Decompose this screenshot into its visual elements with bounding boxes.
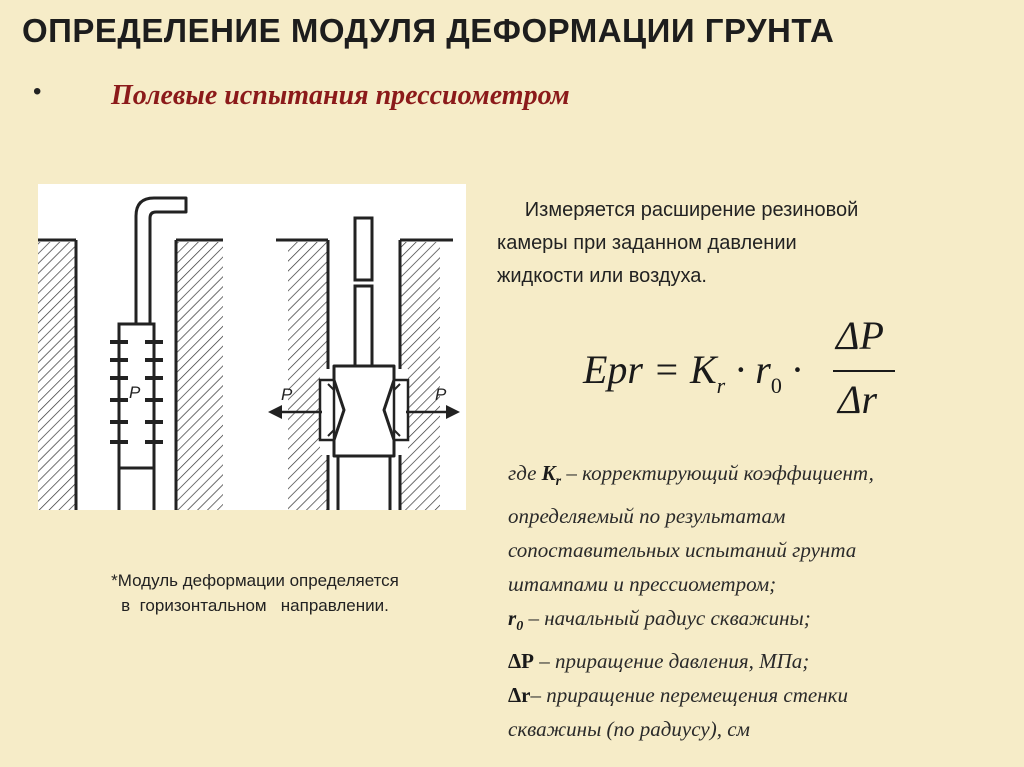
description-line-3: жидкости или воздуха. (497, 265, 707, 287)
probe-chamber-left (110, 324, 163, 510)
pressuremeter-diagram (38, 184, 466, 510)
symbol-kr (541, 461, 562, 490)
footnote (40, 568, 470, 618)
formula-sub-r: r (716, 373, 726, 398)
symbol-dr: Δr (508, 683, 531, 708)
variable-definitions (508, 456, 1008, 746)
definition-dr-text: – приращение перемещения стенки (530, 683, 848, 708)
bullet-marker: • (33, 78, 42, 105)
symbol-dp: ΔP (508, 649, 534, 674)
formula-denominator: Δr (838, 377, 878, 422)
symbol-r-sub: 0 (516, 619, 524, 635)
formula-dot: · (781, 347, 802, 392)
probe-rod-right (355, 218, 372, 366)
slide-subtitle: Полевые испытания прессиометром (111, 80, 570, 111)
definition-line-last: скважины (по радиусу), см (508, 717, 750, 742)
soil-hatch-right-wall (176, 242, 223, 510)
formula-main: Epr = K (583, 347, 717, 392)
pressuremeter-diagram-svg (38, 184, 466, 510)
definition-line-4: штампами и прессиометром; (508, 572, 777, 597)
method-description (497, 194, 997, 293)
definition-dp (508, 644, 1008, 678)
formula-lhs (583, 346, 802, 398)
description-line-2: камеры при заданном давлении (497, 232, 797, 254)
definition-kr-text: – корректирующий коэффициент, (561, 461, 874, 485)
formula-mid: · r (725, 347, 771, 392)
symbol-r: r (508, 606, 517, 631)
symbol-k: K (541, 461, 556, 485)
definition-kr (508, 456, 1008, 499)
symbol-k-sub: r (555, 474, 562, 490)
slide-title: ОПРЕДЕЛЕНИЕ МОДУЛЯ ДЕФОРМАЦИИ ГРУНТА (22, 12, 835, 49)
probe-chamber-right (320, 366, 408, 510)
pressure-label-left: P (281, 385, 293, 404)
footnote-line-2: в горизонтальном направлении. (121, 596, 389, 615)
soil-hatch-left-wall (38, 242, 76, 510)
pressure-label-inner: P (129, 383, 141, 402)
description-line-1: Измеряется расширение резиновой (497, 199, 859, 221)
formula-sub-0: 0 (770, 373, 782, 398)
definition-prefix: где (508, 461, 542, 485)
symbol-r0 (508, 606, 524, 635)
definition-r0 (508, 601, 1008, 644)
definition-dr (508, 678, 1008, 712)
fraction-bar (833, 370, 895, 372)
definition-dp-text: – приращение давления, МПа; (534, 649, 810, 674)
definition-r0-text: – начальный радиус скважины; (523, 606, 811, 631)
footnote-line-1: *Модуль деформации определяется (111, 571, 399, 590)
formula-numerator: ΔP (836, 313, 884, 358)
definition-line-2: определяемый по результатам (508, 504, 786, 529)
pressure-label-right: P (435, 385, 447, 404)
definition-line-3: сопоставительных испытаний грунта (508, 538, 857, 563)
modulus-formula (583, 313, 923, 436)
